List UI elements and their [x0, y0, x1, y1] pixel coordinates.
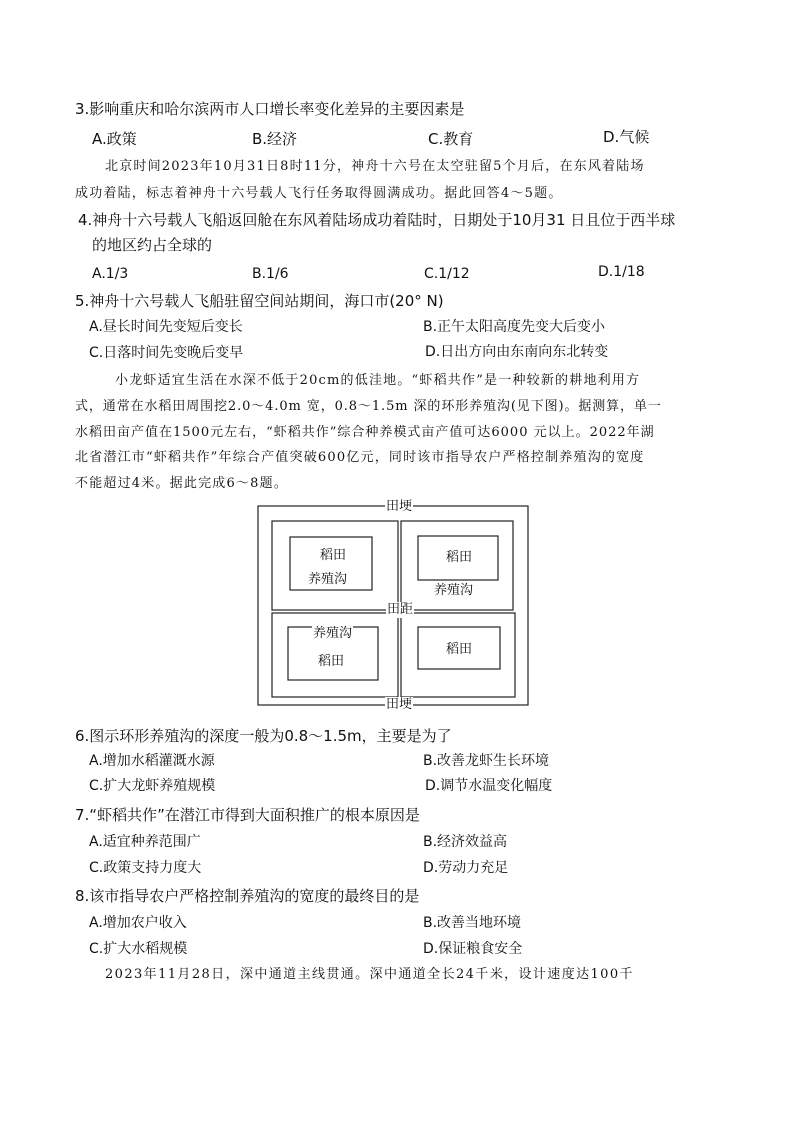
q8-option-a[interactable]: A.增加农户收入 [89, 915, 187, 931]
q8-option-b[interactable]: B.改善当地环境 [423, 915, 522, 931]
q4-option-d[interactable]: D.1/18 [598, 264, 645, 280]
passage1-line2: 成功着陆，标志着神舟十六号载人飞行任务取得圆满成功。据此回答4～5题。 [75, 186, 563, 201]
label-field-br: 稻田 [446, 642, 473, 657]
rice-shrimp-diagram [255, 499, 531, 712]
q6-stem: 6.图示环形养殖沟的深度一般为0.8～1.5m，主要是为了 [75, 727, 452, 745]
q4-option-a[interactable]: A.1/3 [92, 266, 129, 282]
q5-option-c[interactable]: C.日落时间先变晚后变早 [89, 345, 244, 361]
q7-option-c[interactable]: C.政策支持力度大 [89, 860, 202, 876]
passage2-line3: 水稻田亩产值在1500元左右，“虾稻共作”综合种养模式亩产值可达6000 元以上。2022年湖 [75, 425, 655, 440]
ditch-tl [272, 521, 398, 610]
label-ditch-bl: 养殖沟 [313, 626, 353, 641]
label-bottom-ridge: 田埂 [386, 697, 413, 712]
passage1-line1: 北京时间2023年10月31日8时11分，神舟十六号在太空驻留5个月后，在东风着陆场 [105, 159, 645, 174]
q8-stem: 8.该市指导农户严格控制养殖沟的宽度的最终目的是 [75, 887, 420, 905]
q5-option-b[interactable]: B.正午太阳高度先变大后变小 [423, 319, 606, 335]
q6-option-d[interactable]: D.调节水温变化幅度 [425, 778, 553, 794]
q3-option-b[interactable]: B.经济 [252, 130, 298, 148]
q3-stem: 3.影响重庆和哈尔滨两市人口增长率变化差异的主要因素是 [75, 100, 465, 118]
q5-option-a[interactable]: A.昼长时间先变短后变长 [89, 319, 243, 335]
q7-option-a[interactable]: A.适宜种养范围广 [89, 834, 201, 850]
passage2-line5: 不能超过4米。据此完成6～8题。 [75, 476, 289, 491]
q7-option-d[interactable]: D.劳动力充足 [423, 860, 509, 876]
passage2-line1: 小龙虾适宜生活在水深不低于20cm的低洼地。“虾稻共作”是一种较新的耕地利用方 [115, 373, 641, 388]
q8-option-d[interactable]: D.保证粮食安全 [423, 941, 523, 957]
q3-option-a[interactable]: A.政策 [92, 130, 137, 148]
label-field-bl: 稻田 [318, 654, 345, 669]
label-top-ridge: 田埂 [386, 499, 413, 514]
label-field-tl: 稻田 [320, 548, 347, 563]
q5-stem: 5.神舟十六号载人飞船驻留空间站期间，海口市(20° N) [75, 292, 444, 310]
label-ditch-tr: 养殖沟 [434, 583, 474, 598]
passage3-line1: 2023年11月28日，深中通道主线贯通。深中通道全长24千米，设计速度达100千 [105, 967, 634, 982]
q4-stem-line1: 4.神舟十六号载人飞船返回舱在东风着陆场成功着陆时，日期处于10月31 日且位于西半球 [78, 211, 676, 229]
q3-option-c[interactable]: C.教育 [428, 130, 474, 148]
q5-option-d[interactable]: D.日出方向由东南向东北转变 [425, 344, 609, 360]
q6-option-a[interactable]: A.增加水稻灌溉水源 [89, 753, 215, 769]
label-field-tr: 稻田 [446, 550, 473, 565]
q7-stem: 7.“虾稻共作”在潜江市得到大面积推广的根本原因是 [75, 806, 420, 824]
q4-option-b[interactable]: B.1/6 [252, 266, 289, 282]
passage2-line2: 式，通常在水稻田周围挖2.0～4.0m 宽，0.8～1.5m 深的环形养殖沟(见下图)。据测算，单一 [75, 399, 662, 414]
q7-option-b[interactable]: B.经济效益高 [423, 834, 508, 850]
q4-stem-line2: 的地区约占全球的 [92, 236, 213, 254]
q8-option-c[interactable]: C.扩大水稻规模 [89, 941, 188, 957]
q3-option-d[interactable]: D.气候 [603, 128, 650, 146]
label-ditch-tl: 养殖沟 [308, 572, 348, 587]
label-middle: 田距 [387, 602, 414, 617]
q6-option-b[interactable]: B.改善龙虾生长环境 [423, 753, 550, 769]
q6-option-c[interactable]: C.扩大龙虾养殖规模 [89, 778, 216, 794]
passage2-line4: 北省潜江市“虾稻共作”年综合产值突破600亿元，同时该市指导农户严格控制养殖沟的宽度 [75, 450, 645, 465]
q4-option-c[interactable]: C.1/12 [424, 266, 470, 282]
